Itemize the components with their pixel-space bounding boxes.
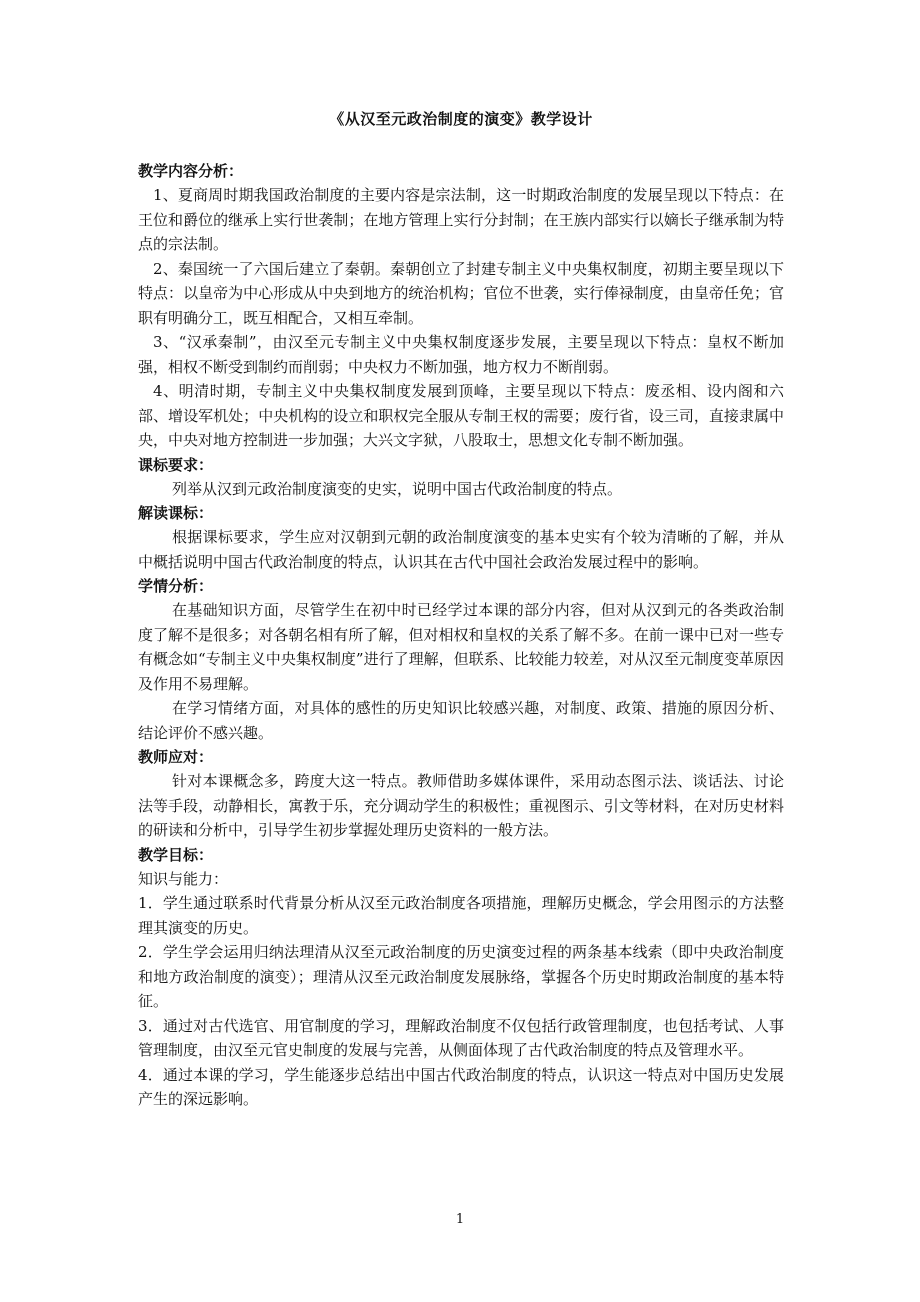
- section-heading-teacher-response: 教师应对：: [138, 748, 214, 766]
- document-title: 《从汉至元政治制度的演变》教学设计: [329, 110, 593, 128]
- subheading-knowledge-ability: 知识与能力：: [138, 869, 229, 888]
- paragraph: 3、“汉承秦制”，由汉至元专制主义中央集权制度逐步发展，主要呈现以下特点：皇权不断加强，相权不断受到制约而削弱；中央权力不断加强，地方权力不断削弱。: [138, 333, 784, 376]
- paragraph: 4、明清时期，专制主义中央集权制度发展到顶峰，主要呈现以下特点：废丞相、设内阁和六部、增设军机处；中央机构的设立和职权完全服从专制王权的需要；废行省，设三司，直接隶属中央，中央对地方控制进一步加强；大兴文字狱，八股取士，思想文化专制不断加强。: [138, 382, 784, 449]
- paragraph: 在基础知识方面，尽管学生在初中时已经学过本课的部分内容，但对从汉到元的各类政治制度了解不是很多；对各朝名相有所了解，但对相权和皇权的关系了解不多。在前一课中已对一些专有概念如“专制主义中央集权制度”进行了理解，但联系、比较能力较差，对从汉至元制度变革原因及作用不易理解。: [138, 601, 784, 693]
- paragraph: 根据课标要求，学生应对汉朝到元朝的政治制度演变的基本史实有个较为清晰的了解，并从中概括说明中国古代政治制度的特点，认识其在古代中国社会政治发展过程中的影响。: [138, 528, 784, 571]
- section-heading-content-analysis: 教学内容分析：: [138, 162, 244, 180]
- paragraph: 2、秦国统一了六国后建立了秦朝。秦朝创立了封建专制主义中央集权制度，初期主要呈现以下特点：以皇帝为中心形成从中央到地方的统治机构；官位不世袭，实行俸禄制度，由皇帝任免；官职有明确分工，既互相配合，又相互牵制。: [138, 259, 784, 327]
- paragraph: 1、夏商周时期我国政治制度的主要内容是宗法制，这一时期政治制度的发展呈现以下特点：在王位和爵位的继承上实行世袭制；在地方管理上实行分封制；在王族内部实行以嫡长子继承制为特点的宗法制。: [138, 186, 784, 253]
- document-page: [138, 108, 784, 1112]
- section-heading-curriculum-requirement: 课标要求：: [138, 455, 214, 474]
- list-item: 2．学生学会运用归纳法理清从汉至元政治制度的历史演变过程的两条基本线索（即中央政治制度和地方政治制度的演变）；理清从汉至元政治制度发展脉络，掌握各个历史时期政治制度的基本特征。: [138, 943, 784, 1010]
- paragraph: 在学习情绪方面，对具体的感性的历史知识比较感兴趣，对制度、政策、措施的原因分析、结论评价不感兴趣。: [138, 699, 784, 742]
- section-heading-student-analysis: 学情分析：: [138, 577, 214, 595]
- section-heading-interpretation: 解读课标：: [138, 504, 214, 522]
- page-number: 1: [455, 1212, 465, 1227]
- list-item: 4．通过本课的学习，学生能逐步总结出中国古代政治制度的特点，认识这一特点对中国历史发展产生的深远影响。: [138, 1065, 784, 1108]
- paragraph: 针对本课概念多，跨度大这一特点。教师借助多媒体课件，采用动态图示法、谈话法、讨论法等手段，动静相长，寓教于乐，充分调动学生的积极性；重视图示、引文等材料，在对历史材料的研读和分析中，引导学生初步掌握处理历史资料的一般方法。: [138, 772, 784, 839]
- list-item: 3．通过对古代选官、用官制度的学习，理解政治制度不仅包括行政管理制度，也包括考试、人事管理制度，由汉至元官史制度的发展与完善，从侧面体现了古代政治制度的特点及管理水平。: [138, 1016, 784, 1059]
- paragraph: 列举从汉到元政治制度演变的史实，说明中国古代政治制度的特点。: [172, 479, 623, 498]
- section-heading-teaching-goals: 教学目标：: [138, 845, 214, 864]
- list-item: 1．学生通过联系时代背景分析从汉至元政治制度各项措施，理解历史概念，学会用图示的方法整理其演变的历史。: [138, 894, 784, 937]
